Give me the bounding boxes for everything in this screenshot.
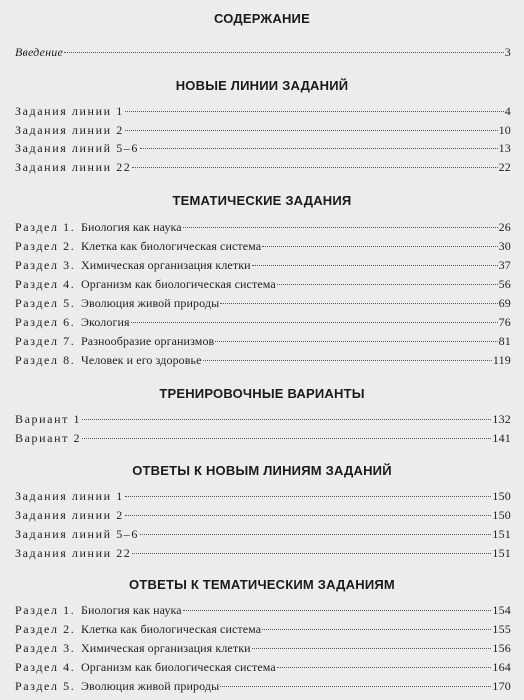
section-heading-training: ТРЕНИРОВОЧНЫЕ ВАРИАНТЫ bbox=[159, 386, 365, 401]
toc-entry bbox=[15, 412, 511, 426]
toc-entry-section: Раздел 5. bbox=[15, 296, 76, 310]
toc-entry-page: 154 bbox=[492, 603, 511, 617]
toc-entry-section: Раздел 2. bbox=[15, 239, 76, 253]
toc-entry-page: 155 bbox=[492, 622, 511, 636]
toc-entry-label: Вариант 1 bbox=[15, 412, 82, 426]
leader-dots bbox=[183, 610, 492, 611]
toc-entry bbox=[15, 353, 511, 367]
toc-entry-label: Задания линии 1 bbox=[15, 489, 124, 503]
toc-entry-section: Раздел 2. bbox=[15, 622, 76, 636]
leader-dots bbox=[82, 419, 491, 420]
toc-entry-page: 150 bbox=[492, 489, 511, 503]
toc-entry-title: Биология как наука bbox=[81, 220, 182, 234]
toc-entry-page: 119 bbox=[492, 353, 511, 367]
leader-dots bbox=[82, 438, 491, 439]
toc-entry bbox=[15, 489, 511, 503]
leader-dots bbox=[252, 648, 492, 649]
toc-entry-page: 22 bbox=[498, 160, 511, 174]
toc-entry-page: 76 bbox=[498, 315, 511, 329]
leader-dots bbox=[125, 111, 504, 112]
toc-entry-title: Эволюция живой природы bbox=[81, 296, 220, 310]
toc-entry bbox=[15, 527, 511, 541]
toc-entry bbox=[15, 546, 511, 560]
toc-entry-label: Задания линии 22 bbox=[15, 546, 132, 560]
toc-entry-section: Раздел 1. bbox=[15, 603, 76, 617]
leader-dots bbox=[203, 360, 492, 361]
leader-dots bbox=[131, 322, 498, 323]
toc-entry-label: Задания линии 2 bbox=[15, 508, 124, 522]
toc-entry-title: Человек и его здоровье bbox=[81, 353, 202, 367]
leader-dots bbox=[220, 686, 491, 687]
toc-entry-section: Раздел 8. bbox=[15, 353, 76, 367]
toc-entry-section: Раздел 5. bbox=[15, 679, 76, 693]
toc-entry bbox=[15, 660, 511, 674]
toc-entry-title: Разнообразие организмов bbox=[81, 334, 215, 348]
toc-entry-title: Биология как наука bbox=[81, 603, 182, 617]
toc-entry-page: 164 bbox=[492, 660, 511, 674]
toc-entry-page: 10 bbox=[498, 123, 511, 137]
toc-entry bbox=[15, 622, 511, 636]
toc-entry bbox=[15, 123, 511, 137]
toc-entry bbox=[15, 603, 511, 617]
leader-dots bbox=[262, 629, 491, 630]
toc-entry-section: Раздел 1. bbox=[15, 220, 76, 234]
leader-dots bbox=[125, 130, 498, 131]
toc-entry bbox=[15, 334, 511, 348]
toc-entry-section: Раздел 7. bbox=[15, 334, 76, 348]
toc-entry bbox=[15, 641, 511, 655]
leader-dots bbox=[140, 148, 498, 149]
toc-entry-label: Вариант 2 bbox=[15, 431, 82, 445]
toc-entry-intro bbox=[15, 45, 511, 59]
toc-entry bbox=[15, 258, 511, 272]
leader-dots bbox=[132, 167, 497, 168]
leader-dots bbox=[132, 553, 491, 554]
section-heading-new-lines: НОВЫЕ ЛИНИИ ЗАДАНИЙ bbox=[175, 78, 349, 93]
leader-dots bbox=[215, 341, 497, 342]
toc-entry-page: 26 bbox=[498, 220, 511, 234]
toc-entry-page: 156 bbox=[492, 641, 511, 655]
leader-dots bbox=[140, 534, 491, 535]
toc-entry-page: 132 bbox=[492, 412, 511, 426]
toc-entry bbox=[15, 431, 511, 445]
toc-entry-title: Эволюция живой природы bbox=[81, 679, 220, 693]
toc-entry-title: Химическая организация клетки bbox=[81, 641, 251, 655]
toc-entry-title: Клетка как биологическая система bbox=[81, 239, 262, 253]
toc-entry-page: 81 bbox=[498, 334, 511, 348]
leader-dots bbox=[125, 496, 492, 497]
toc-entry-section: Раздел 6. bbox=[15, 315, 76, 329]
toc-entry-page: 150 bbox=[492, 508, 511, 522]
toc-entry-title: Клетка как биологическая система bbox=[81, 622, 262, 636]
leader-dots bbox=[125, 515, 492, 516]
toc-entry-page: 13 bbox=[498, 141, 511, 155]
toc-entry bbox=[15, 239, 511, 253]
toc-entry-label: Задания линий 5–6 bbox=[15, 527, 140, 541]
leader-dots bbox=[220, 303, 497, 304]
toc-entry-label: Задания линии 22 bbox=[15, 160, 132, 174]
toc-entry bbox=[15, 315, 511, 329]
toc-entry-section: Раздел 3. bbox=[15, 641, 76, 655]
leader-dots bbox=[252, 265, 498, 266]
toc-entry-title: Экология bbox=[81, 315, 130, 329]
toc-entry-section: Раздел 4. bbox=[15, 277, 76, 291]
toc-entry-section: Раздел 4. bbox=[15, 660, 76, 674]
toc-entry-page: 3 bbox=[504, 45, 511, 59]
toc-entry-label: Введение bbox=[15, 45, 63, 59]
toc-entry-page: 141 bbox=[492, 431, 511, 445]
toc-entry bbox=[15, 160, 511, 174]
toc-entry-page: 37 bbox=[498, 258, 511, 272]
toc-entry-page: 69 bbox=[498, 296, 511, 310]
leader-dots bbox=[277, 667, 492, 668]
toc-entry-page: 30 bbox=[498, 239, 511, 253]
toc-entry bbox=[15, 220, 511, 234]
toc-entry-page: 151 bbox=[492, 546, 511, 560]
toc-entry-page: 4 bbox=[504, 104, 511, 118]
leader-dots bbox=[64, 52, 504, 53]
toc-entry bbox=[15, 679, 511, 693]
toc-entry-page: 56 bbox=[498, 277, 511, 291]
leader-dots bbox=[277, 284, 498, 285]
toc-entry-section: Раздел 3. bbox=[15, 258, 76, 272]
page-title: СОДЕРЖАНИЕ bbox=[214, 11, 310, 26]
leader-dots bbox=[262, 246, 497, 247]
section-heading-answers-thematic: ОТВЕТЫ К ТЕМАТИЧЕСКИМ ЗАДАНИЯМ bbox=[129, 577, 395, 592]
toc-entry-label: Задания линии 1 bbox=[15, 104, 124, 118]
toc-entry-label: Задания линий 5–6 bbox=[15, 141, 140, 155]
toc-entry bbox=[15, 104, 511, 118]
toc-entry-label: Задания линии 2 bbox=[15, 123, 124, 137]
toc-entry bbox=[15, 277, 511, 291]
toc-entry bbox=[15, 141, 511, 155]
toc-entry-title: Химическая организация клетки bbox=[81, 258, 251, 272]
toc-entry-page: 170 bbox=[492, 679, 511, 693]
toc-entry-title: Организм как биологическая система bbox=[81, 277, 276, 291]
toc-entry-page: 151 bbox=[492, 527, 511, 541]
toc-entry-title: Организм как биологическая система bbox=[81, 660, 276, 674]
section-heading-answers-new: ОТВЕТЫ К НОВЫМ ЛИНИЯМ ЗАДАНИЙ bbox=[132, 463, 392, 478]
toc-entry bbox=[15, 296, 511, 310]
section-heading-thematic: ТЕМАТИЧЕСКИЕ ЗАДАНИЯ bbox=[172, 193, 352, 208]
leader-dots bbox=[183, 227, 498, 228]
toc-entry bbox=[15, 508, 511, 522]
